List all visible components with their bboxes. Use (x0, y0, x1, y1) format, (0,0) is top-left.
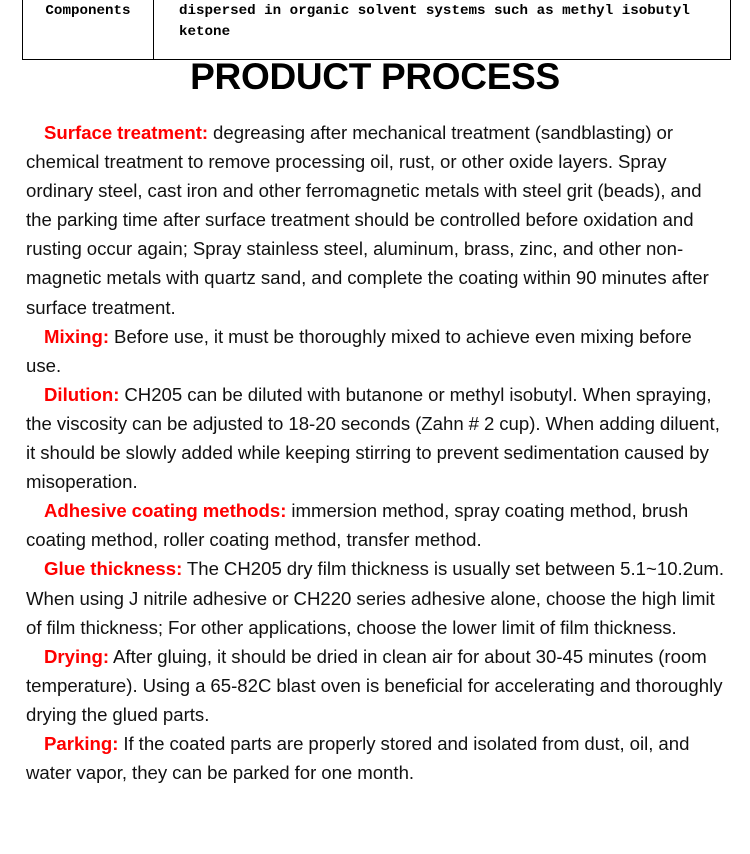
section-lead-label: Mixing: (44, 325, 110, 347)
page-title: PRODUCT PROCESS (190, 56, 560, 97)
table-row (23, 0, 731, 60)
spec-table-body (23, 0, 731, 60)
section-body-text: If the coated parts are properly stored and isolated from dust, oil, and water vapor, they can be parked for one month. (26, 732, 690, 784)
product-process-body (26, 118, 726, 787)
section-body-text: immersion method, spray coating method, brush coating method, roller coating method, transfer method. (26, 500, 689, 551)
section-body-text: CH205 can be diluted with butanone or methyl isobutyl. When spraying, the viscosity can be adjusted to 18-20 seconds (Zahn # 2 cup). When adding diluent, it should be slowly added while keeping stirring to prevent sedimentation caused by misoperation. (26, 383, 720, 493)
section-body-text: The CH205 dry film thickness is usually set between 5.1~10.2um. When using J nitrile adhesive or CH220 series adhesive alone, choose the high limit of film thickness; For other applications, choose the lower limit of film thickness. (26, 558, 725, 638)
section-body-text: degreasing after mechanical treatment (sandblasting) or chemical treatment to remove processing oil, rust, or other oxide layers. Spray ordinary steel, cast iron and other ferromagnetic metals with steel grit (beads), and the parking time after surface treatment should be controlled before oxidation and rusting occur again; Spray stainless steel, aluminum, brass, zinc, and other non-magnetic metals with quartz sand, and complete the coating within 90 minutes after surface treatment. (26, 122, 709, 318)
section-drying (26, 642, 726, 729)
components-spec-table (22, 0, 731, 60)
section-body-text: Before use, it must be thoroughly mixed to achieve even mixing before use. (26, 325, 692, 376)
section-body-text: After gluing, it should be dried in clean air for about 30-45 minutes (room temperature). Using a 65-82C blast oven is beneficial for accelerating and thoroughly drying the glued parts. (26, 645, 723, 725)
section-lead-label: Drying: (44, 645, 110, 667)
section-lead-label: Adhesive coating methods: (44, 500, 287, 522)
section-parking (26, 729, 726, 787)
section-lead-label: Dilution: (44, 383, 120, 405)
section-lead-label: Surface treatment: (44, 122, 209, 143)
section-lead-label: Glue thickness: (44, 558, 183, 580)
section-adhesive-coating-methods (26, 496, 726, 554)
table-cell-component-value: dispersed in organic solvent systems such as methyl isobutyl ketone (154, 0, 731, 60)
table-cell-component-label: Components (23, 0, 154, 60)
section-glue-thickness (26, 554, 726, 641)
section-mixing (26, 322, 726, 380)
section-dilution (26, 380, 726, 496)
section-surface-treatment (26, 118, 726, 322)
section-lead-label: Parking: (44, 732, 119, 754)
